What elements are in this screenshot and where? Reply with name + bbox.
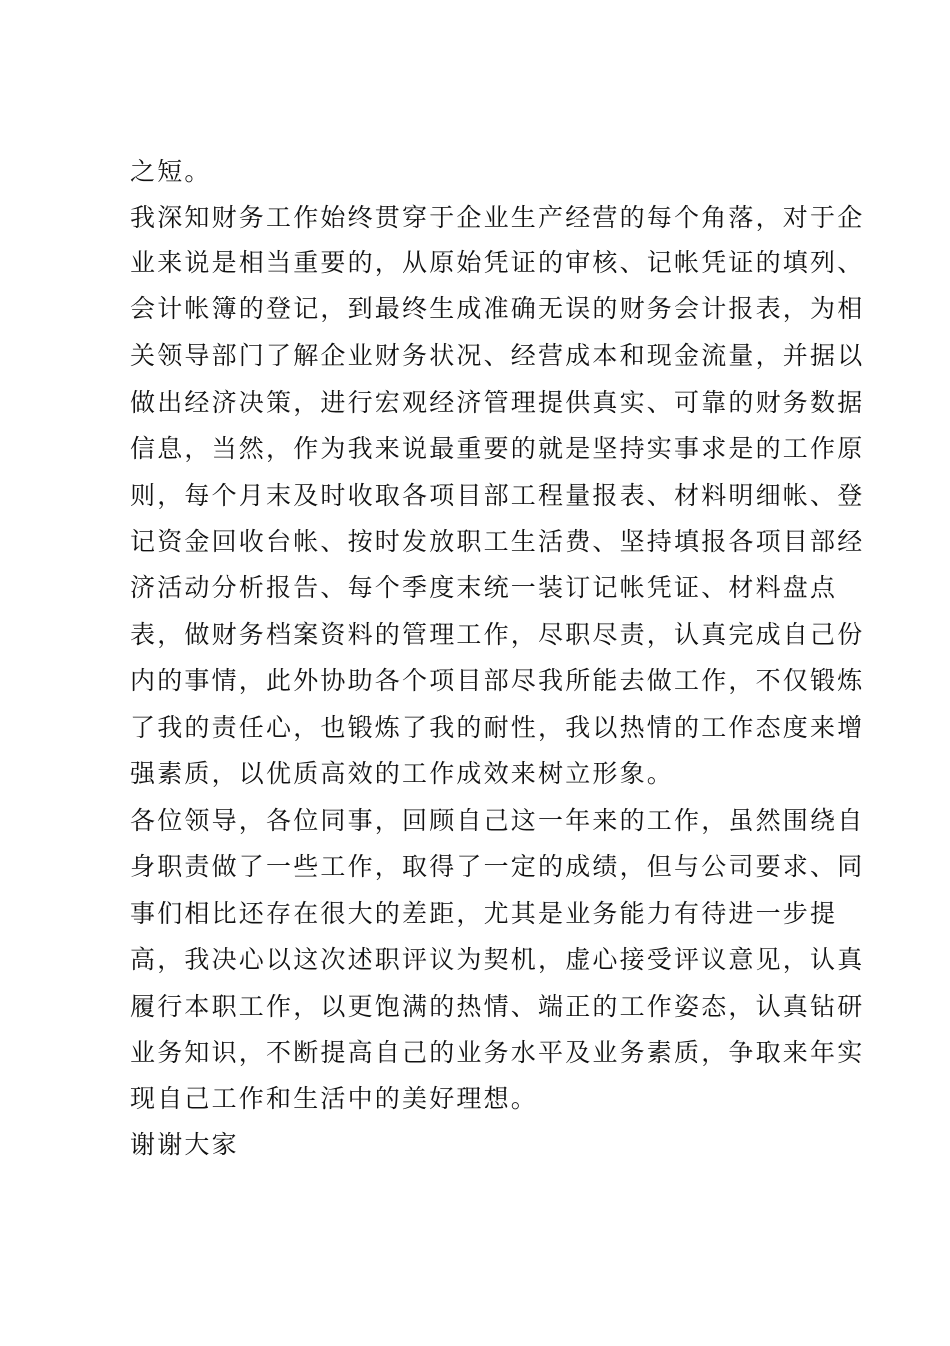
text-line: 信息，当然，作为我来说最重要的就是坚持实事求是的工作原	[130, 434, 865, 463]
text-line: 济活动分析报告、每个季度末统一装订记帐凭证、材料盘点	[130, 573, 838, 602]
text-line: 业务知识，不断提高自己的业务水平及业务素质，争取来年实	[130, 1038, 865, 1067]
text-line: 表，做财务档案资料的管理工作，尽职尽责，认真完成自己份	[130, 620, 865, 649]
text-line: 履行本职工作，以更饱满的热情、端正的工作姿态，认真钻研	[130, 992, 865, 1021]
text-line: 身职责做了一些工作，取得了一定的成绩，但与公司要求、同	[130, 852, 865, 881]
text-line: 了我的责任心，也锻炼了我的耐性，我以热情的工作态度来增	[130, 713, 865, 742]
text-line: 事们相比还存在很大的差距，尤其是业务能力有待进一步提	[130, 899, 838, 928]
text-line: 高，我决心以这次述职评议为契机，虚心接受评议意见，认真	[130, 945, 865, 974]
text-line: 谢谢大家	[130, 1130, 239, 1159]
text-line: 强素质，以优质高效的工作成效来树立形象。	[130, 759, 675, 788]
text-line: 则，每个月末及时收取各项目部工程量报表、材料明细帐、登	[130, 481, 865, 510]
text-line: 之短。	[130, 157, 212, 186]
text-line: 内的事情，此外协助各个项目部尽我所能去做工作，不仅锻炼	[130, 666, 865, 695]
text-line: 业来说是相当重要的，从原始凭证的审核、记帐凭证的填列、	[130, 248, 865, 277]
text-line: 各位领导，各位同事，回顾自己这一年来的工作，虽然围绕自	[130, 806, 865, 835]
text-line: 会计帐簿的登记，到最终生成准确无误的财务会计报表，为相	[130, 294, 865, 323]
text-line: 记资金回收台帐、按时发放职工生活费、坚持填报各项目部经	[130, 527, 865, 556]
text-line: 做出经济决策，进行宏观经济管理提供真实、可靠的财务数据	[130, 388, 865, 417]
text-line: 我深知财务工作始终贯穿于企业生产经营的每个角落，对于企	[130, 203, 865, 232]
text-line: 关领导部门了解企业财务状况、经营成本和现金流量，并据以	[130, 341, 865, 370]
text-line: 现自己工作和生活中的美好理想。	[130, 1084, 539, 1113]
